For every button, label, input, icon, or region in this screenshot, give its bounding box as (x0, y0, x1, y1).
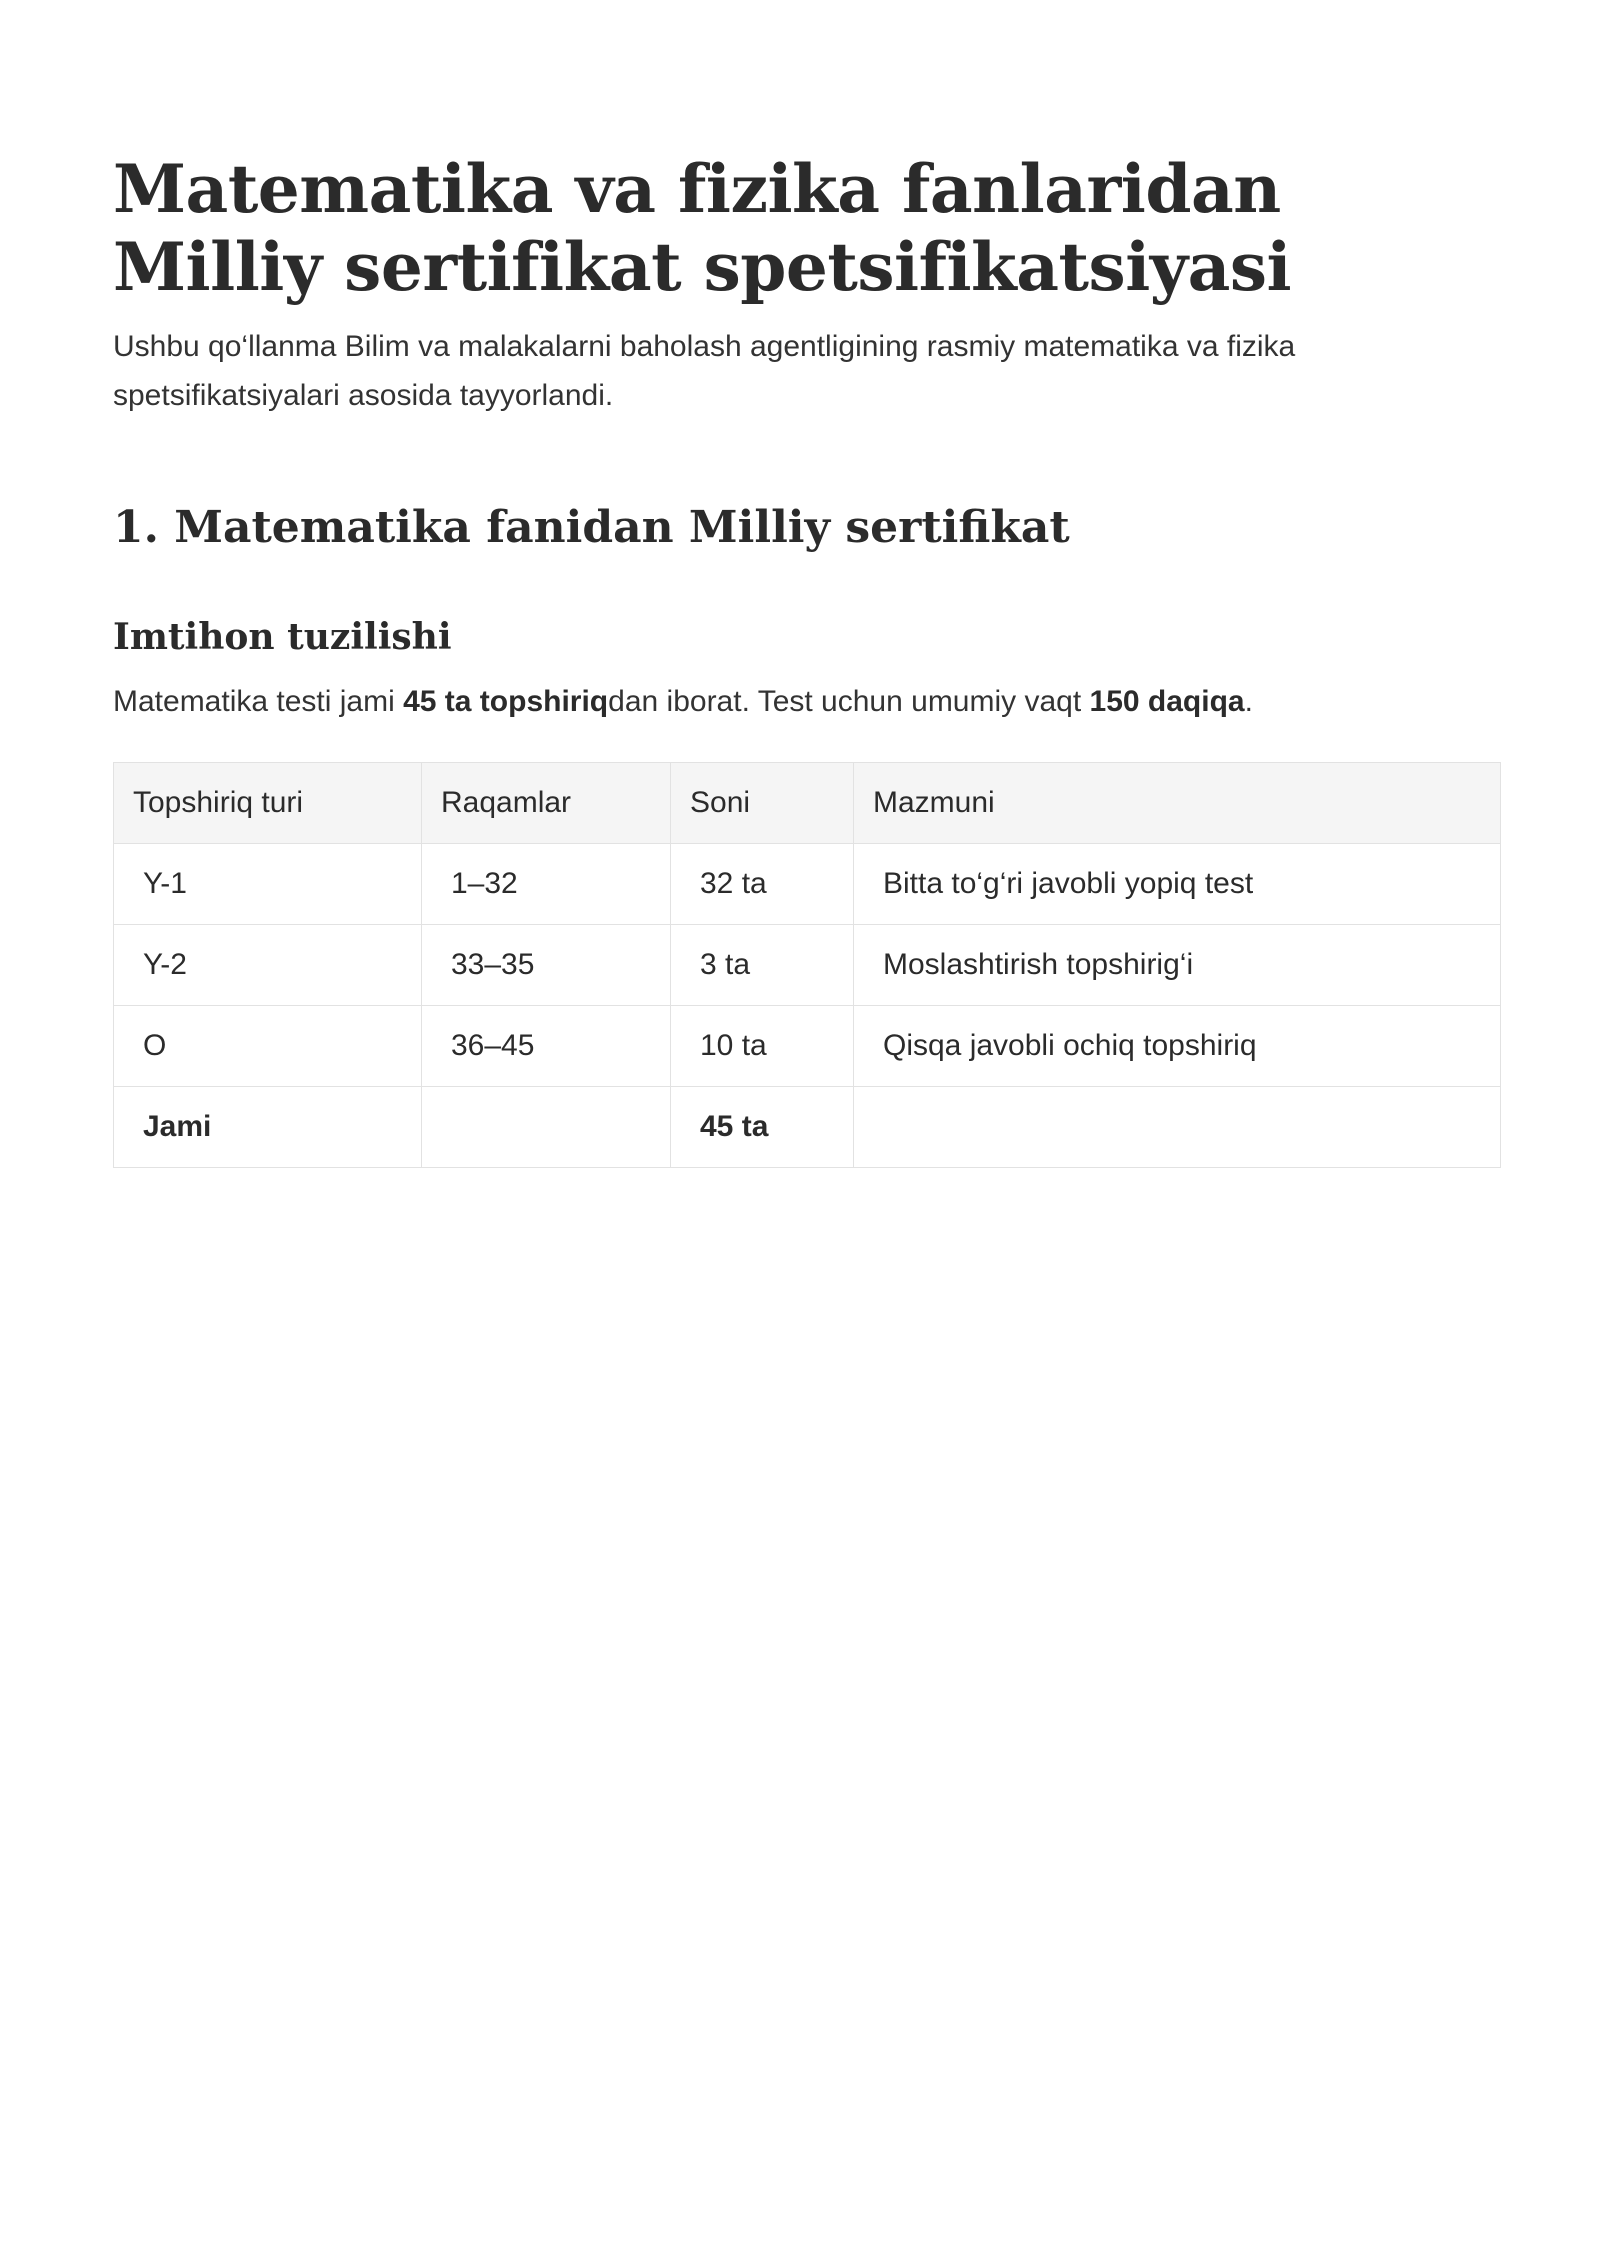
cell-task-type: Y-1 (114, 844, 422, 925)
section-heading: 1. Matematika fanidan Milliy sertifikat (113, 502, 1070, 553)
cell-content (854, 1087, 1501, 1168)
intro-duration: 150 daqiqa (1089, 685, 1245, 718)
intro-text: dan iborat. Test uchun umumiy vaqt (608, 685, 1090, 718)
cell-numbers: 1–32 (422, 844, 671, 925)
cell-count: 3 ta (671, 925, 854, 1006)
table-row (114, 925, 1501, 1006)
intro-text: Matematika testi jami (113, 685, 404, 718)
cell-count: 32 ta (671, 844, 854, 925)
intro-text: . (1244, 685, 1253, 718)
cell-content: Qisqa javobli ochiq topshiriq (854, 1006, 1501, 1087)
cell-content: Moslashtirish topshirig‘i (854, 925, 1501, 1006)
document-page (113, 150, 1500, 1168)
document-title: Matematika va fizika fanlaridan Milliy sertifikat spetsifikatsiyasi (113, 150, 1292, 306)
cell-numbers: 33–35 (422, 925, 671, 1006)
cell-task-type: Y-2 (114, 925, 422, 1006)
column-header-count: Soni (671, 763, 854, 844)
cell-numbers (422, 1087, 671, 1168)
table-header-row (114, 763, 1501, 844)
table-total-row (114, 1087, 1501, 1168)
cell-task-type: O (114, 1006, 422, 1087)
table-row (114, 844, 1501, 925)
cell-content: Bitta to‘g‘ri javobli yopiq test (854, 844, 1501, 925)
table-row (114, 1006, 1501, 1087)
cell-total-count: 45 ta (671, 1087, 854, 1168)
column-header-numbers: Raqamlar (422, 763, 671, 844)
cell-count: 10 ta (671, 1006, 854, 1087)
cell-numbers: 36–45 (422, 1006, 671, 1087)
exam-structure-table (113, 762, 1501, 1168)
document-subtitle: Ushbu qo‘llanma Bilim va malakalarni baholash agentligining rasmiy matematika va fizika spetsifikatsiyalari asosida tayyorlandi. (113, 330, 1296, 412)
column-header-content: Mazmuni (854, 763, 1501, 844)
exam-intro-paragraph (113, 680, 1500, 724)
column-header-task-type: Topshiriq turi (114, 763, 422, 844)
intro-task-count: 45 ta topshiriq (403, 685, 609, 718)
cell-total-label: Jami (114, 1087, 422, 1168)
subsection-heading: Imtihon tuzilishi (113, 616, 452, 658)
